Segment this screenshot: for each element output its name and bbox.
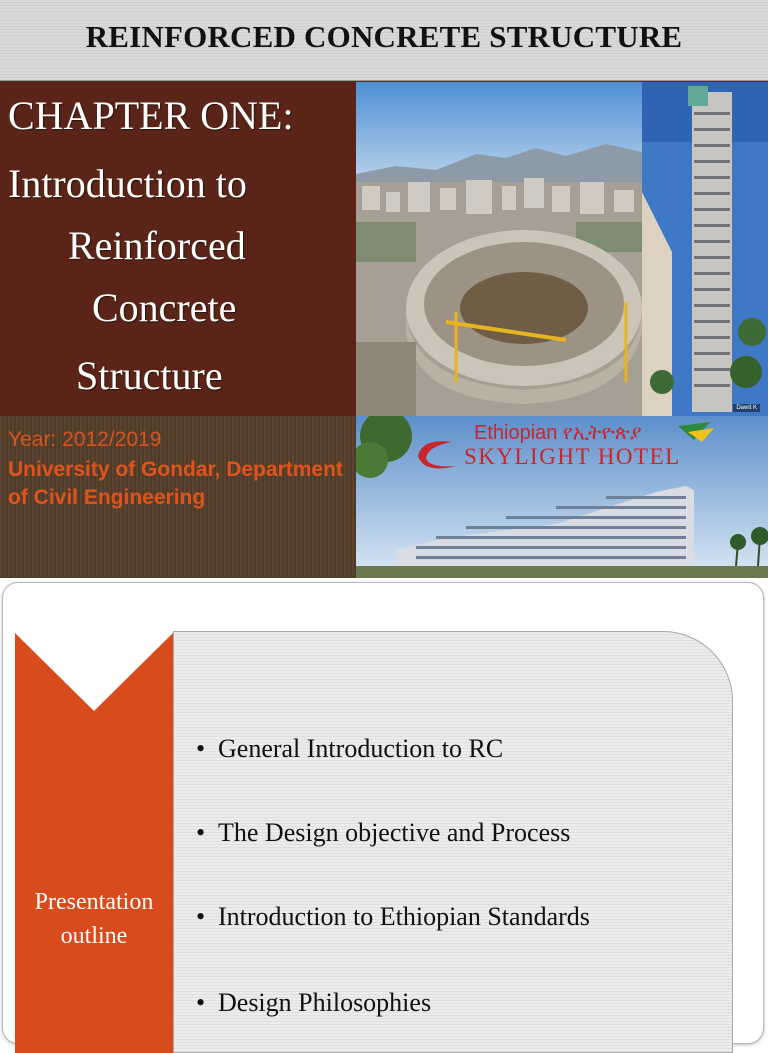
chevron-notch [15,633,173,713]
tower-construction-photo [642,82,768,416]
outline-content-box [173,631,733,1053]
chapter-title-line: Introduction to [8,161,247,206]
hotel-logo-brand: Ethiopian የኢትዮጵያ [474,422,642,444]
chapter-title-line: Structure [76,353,223,398]
bullet-text: General Introduction to RC [218,734,504,763]
outline-bullet: • The Design objective and Process [196,818,571,847]
academic-year: Year: 2012/2019 [8,428,162,451]
university-department: University of Gondar, Department of Civil Engineering [8,458,343,509]
chapter-title-line: Concrete [92,285,237,330]
chapter-heading: CHAPTER ONE: [8,93,294,138]
hotel-logo-name: SKYLIGHT HOTEL [464,444,681,469]
outline-label: Presentation outline [34,889,154,949]
slide-title-bar [0,0,768,81]
bullet-text: Introduction to Ethiopian Standards [218,902,590,931]
course-info-panel [0,416,356,578]
photo-credit: Dawit K [733,404,760,412]
bullet-text: Design Philosophies [218,988,432,1017]
stadium-construction-photo [356,82,642,416]
chapter-title-line: Reinforced [68,223,246,268]
chapter-title-panel [0,82,358,416]
slide-title: REINFORCED CONCRETE STRUCTURE [85,19,683,54]
outline-label-panel [15,633,173,1053]
outline-bullet: • Design Philosophies [196,988,432,1017]
outline-bullet: • Introduction to Ethiopian Standards [196,902,590,931]
skylight-hotel-photo [356,416,768,578]
outline-slide [2,582,764,1044]
bullet-text: The Design objective and Process [218,818,571,847]
outline-bullet: • General Introduction to RC [196,734,504,763]
